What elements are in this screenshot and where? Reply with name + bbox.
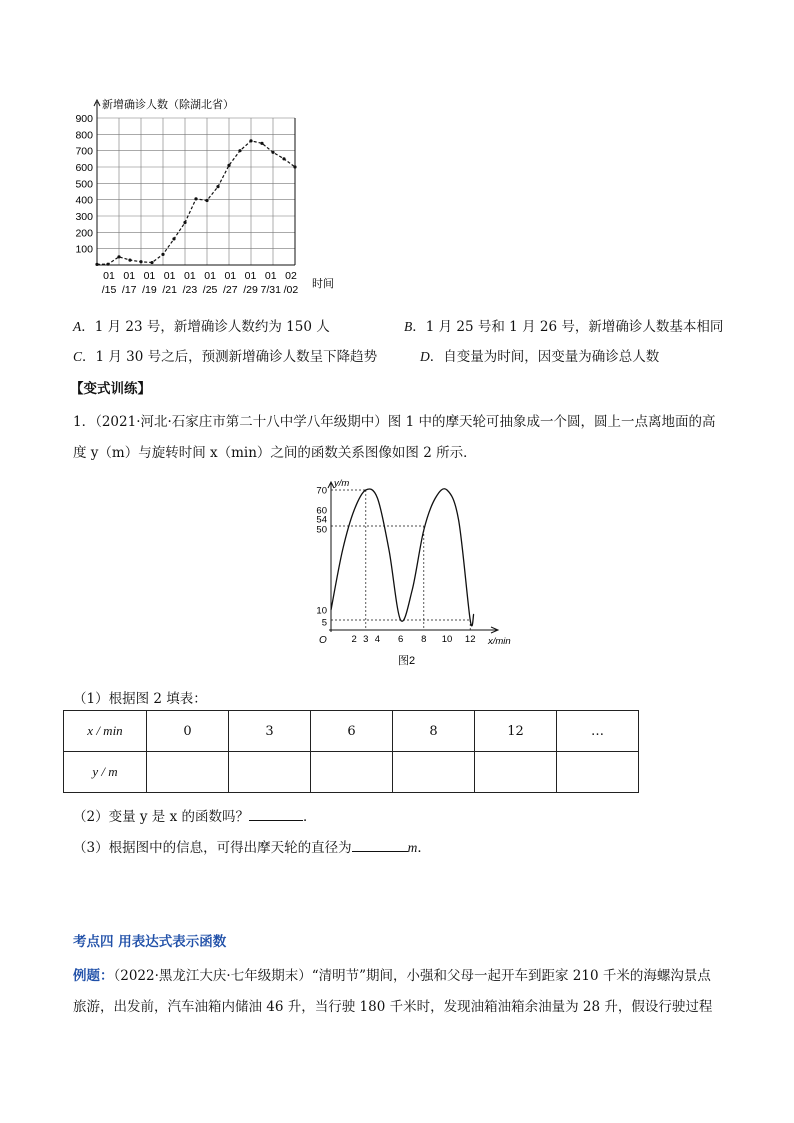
chart1-y-tick-label: 600 — [75, 162, 93, 174]
option-c-label: C — [73, 349, 83, 364]
chart1-x-tick-label: /25 — [202, 284, 218, 296]
chart1-axes — [94, 100, 295, 265]
chart1-y-tick-label: 900 — [75, 113, 93, 125]
table-row-y — [64, 752, 639, 793]
chart2-y-tick-label: 60 — [316, 505, 327, 517]
chart1-y-tick-label: 800 — [75, 129, 93, 142]
chart1-point — [95, 263, 98, 266]
section4-title: 考点四 用表达式表示函数 — [73, 934, 227, 950]
chart1-grid — [97, 118, 295, 265]
chart1-x-tick-label: /23 — [182, 284, 198, 296]
chart1-point — [150, 261, 153, 264]
chart1-point — [117, 255, 120, 258]
chart1-point — [260, 142, 263, 145]
chart1-x-tick-label: /15 — [101, 284, 117, 296]
chart2-y-tick-label: 10 — [316, 605, 327, 617]
chart1-x-tick-label: /17 — [121, 284, 137, 296]
table-cell: 6 — [311, 711, 393, 752]
option-a-text: ．1 月 23 号，新增确诊人数约为 150 人 — [81, 319, 330, 335]
chart2-axes — [328, 482, 498, 633]
chart2-guides — [331, 490, 470, 630]
chart1-x-tick-label: /02 — [283, 284, 299, 296]
q1-sub1: （1）根据图 2 填表： — [73, 691, 207, 707]
q1-sub2-end: ． — [303, 809, 317, 825]
chart1-point — [216, 185, 219, 188]
chart1-point — [282, 157, 285, 160]
chart2-caption: 图2 — [398, 655, 416, 667]
section-variant-training: 【变式训练】 — [70, 381, 151, 397]
chart1-x-tick-label: 01 — [184, 270, 196, 282]
option-d-label: D — [420, 349, 430, 364]
chart1-point — [238, 149, 241, 152]
chart2-y-tick-label: 5 — [321, 617, 327, 629]
chart1-title: 新增确诊人数（除湖北省） — [102, 99, 234, 111]
chart1-x-tick-label: 01 — [103, 270, 115, 282]
q1-sub3-text: （3）根据图中的信息，可得出摩天轮的直径为 — [73, 840, 352, 856]
chart1-x-tick-label: 01 — [123, 270, 136, 282]
chart1-x-tick-label: /27 — [222, 284, 238, 296]
table-head-x: x / min — [64, 711, 147, 752]
table-answer-cell[interactable] — [229, 752, 311, 793]
table-cell: 8 — [393, 711, 475, 752]
ferris-wheel-height-chart — [305, 472, 520, 677]
chart1-point — [271, 151, 274, 154]
chart1-point — [128, 259, 131, 262]
chart2-xlabel: x/min — [488, 636, 511, 647]
example-label: 例题： — [73, 968, 114, 984]
chart1-y-tick-label: 500 — [75, 178, 93, 191]
chart1-point — [205, 199, 208, 202]
chart1-x-ticks — [102, 270, 299, 296]
chart2-x-tick-label: 3 — [363, 634, 369, 645]
chart1-point — [227, 164, 230, 167]
example-text1: （2022·黑龙江大庆·七年级期末）“清明节”期间，小强和父母一起开车到距家 210 千米的海螺沟景点 — [113, 968, 711, 984]
option-d-text: ．自变量为时间，因变量为确诊总人数 — [429, 349, 660, 365]
chart1-y-tick-label: 100 — [75, 243, 93, 256]
chart1-y-tick-label: 400 — [75, 194, 93, 207]
option-c-text: ．1 月 30 号之后，预测新增确诊人数呈下降趋势 — [82, 349, 378, 365]
chart1-x-tick-label: 01 — [224, 270, 237, 282]
chart2-y-ticks — [316, 486, 327, 629]
table-answer-cell[interactable] — [393, 752, 475, 793]
example-line2: 旅游，出发前，汽车油箱内储油 46 升，当行驶 180 千米时，发现油箱油箱余油量为 28 升，假设行驶过程 — [73, 999, 713, 1015]
option-a-label: A — [73, 319, 82, 334]
chart2-y-tick-label: 50 — [316, 524, 327, 536]
chart1-x-tick-label: 02 — [285, 270, 297, 282]
chart1-x-tick-label: 01 — [264, 270, 277, 282]
q1-sub2 — [73, 805, 317, 825]
chart1-points — [95, 139, 296, 266]
table-answer-cell[interactable] — [311, 752, 393, 793]
table-cell: 0 — [147, 711, 229, 752]
table-head-y: y / m — [64, 752, 147, 793]
option-d[interactable] — [420, 345, 659, 365]
table-cell: 12 — [475, 711, 557, 752]
chart1-x-tick-label: 7/31 — [260, 284, 281, 296]
chart1-point — [194, 197, 197, 200]
chart2-curve — [331, 489, 474, 626]
option-b[interactable] — [404, 315, 723, 335]
chart1-xlabel: 时间 — [312, 278, 334, 290]
chart1-x-tick-label: /21 — [162, 284, 177, 296]
chart2-x-tick-label: 12 — [464, 634, 476, 645]
chart1-x-tick-label: 01 — [244, 270, 257, 282]
table-answer-cell[interactable] — [557, 752, 639, 793]
chart2-x-tick-label: 8 — [421, 634, 427, 645]
chart1-y-tick-label: 200 — [75, 227, 93, 240]
chart1-point — [293, 165, 296, 168]
chart1-x-tick-label: 01 — [163, 270, 176, 282]
q1-sub3-end: ． — [417, 840, 431, 856]
chart2-ylabel: y/m — [334, 478, 350, 489]
chart1-point — [139, 260, 142, 263]
table-cell: … — [557, 711, 639, 752]
table-row-x — [64, 711, 639, 752]
fill-in-table — [63, 710, 639, 793]
chart1-y-tick-label: 700 — [75, 145, 93, 158]
table-answer-cell[interactable] — [475, 752, 557, 793]
chart1-y-tick-label: 300 — [75, 211, 93, 223]
q1-sub3 — [73, 836, 431, 856]
chart1-point — [249, 139, 252, 142]
chart2-x-tick-label: 2 — [351, 634, 357, 645]
chart2-y-tick-label: 54 — [316, 514, 327, 526]
example-line1 — [73, 964, 711, 984]
chart1-x-tick-label: 01 — [204, 270, 216, 282]
chart1-point — [183, 221, 186, 224]
option-b-label: B — [404, 319, 413, 334]
chart1-point — [106, 263, 109, 266]
table-cell: 3 — [229, 711, 311, 752]
chart1-point — [172, 237, 175, 240]
chart2-x-tick-label: 4 — [374, 634, 381, 645]
q1-line1: 1．（2021·河北·石家庄市第二十八中学八年级期中）图 1 中的摩天轮可抽象成一个圆，圆上一点离地面的高 — [73, 414, 716, 430]
chart1-point — [161, 253, 164, 256]
chart1-x-tick-label: 01 — [143, 270, 156, 282]
chart1-y-ticks — [75, 113, 93, 256]
option-a[interactable] — [73, 315, 330, 335]
table-answer-cell[interactable] — [147, 752, 229, 793]
chart2-y-tick-label: 70 — [316, 485, 327, 497]
chart2-x-ticks — [352, 634, 476, 645]
option-b-text: ．1 月 25 号和 1 月 26 号，新增确诊人数基本相同 — [412, 319, 724, 335]
chart2-x-tick-label: 6 — [397, 634, 404, 645]
chart1-x-tick-label: /29 — [243, 284, 258, 296]
q1-line2: 度 y（m）与旋转时间 x（min）之间的函数关系图像如图 2 所示． — [73, 445, 477, 461]
q1-sub2-text: （2）变量 y 是 x 的函数吗？ — [73, 809, 249, 825]
q1-sub3-unit: m — [407, 840, 418, 855]
covid-line-chart — [60, 92, 350, 302]
chart2-origin: O — [319, 635, 327, 646]
answer-blank[interactable] — [352, 839, 408, 852]
answer-blank[interactable] — [249, 808, 303, 821]
chart2-x-tick-label: 10 — [441, 634, 453, 645]
chart1-x-tick-label: /19 — [142, 284, 157, 296]
option-c[interactable] — [73, 345, 377, 365]
chart1-series-line — [97, 141, 295, 264]
